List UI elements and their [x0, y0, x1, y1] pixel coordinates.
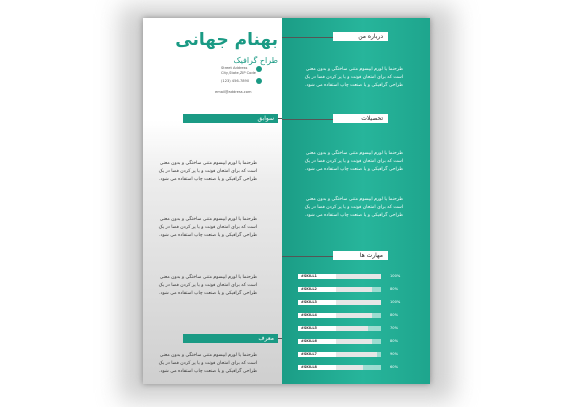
skill-percent: 90%: [390, 352, 398, 356]
skill-percent: 100%: [390, 300, 401, 304]
skill-bar-fill: [336, 365, 363, 370]
skill-label: #SKILL3: [298, 300, 336, 305]
skill-bar-fill: [336, 300, 381, 305]
address-line2: City,State,ZIP Code: [221, 71, 256, 75]
skill-label: #SKILL1: [298, 274, 336, 279]
skill-percent: 80%: [390, 287, 398, 291]
skill-percent: 60%: [390, 365, 398, 369]
skill-label: #SKILL5: [298, 326, 336, 331]
email-address: email@address.com: [215, 90, 252, 94]
skill-label: #SKILL2: [298, 287, 336, 292]
skill-bar-fill: [336, 326, 368, 331]
education-heading: تحصیلات: [333, 114, 388, 123]
skill-bar-track: [336, 300, 381, 305]
location-icon: [256, 66, 262, 72]
skill-bar-track: [336, 365, 381, 370]
resume-page: [143, 18, 430, 384]
person-name: بهنام جهانی: [175, 30, 278, 50]
experience-item-2: طرحنما یا لورم ایپسوم متنی ساختگی و بدون معنی است که برای امتحان فونت و یا پر کردن فضا در یک طراحی گرافیکی و یا صنعت چاپ استفاده می شود.: [158, 217, 257, 238]
skill-bar-track: [336, 326, 381, 331]
skill-bar-fill: [336, 287, 372, 292]
references-heading: معرف: [183, 334, 278, 343]
education-item-1: طرحنما یا لورم ایپسوم متنی ساختگی و بدون معنی است که برای امتحان فونت و یا پر کردن فضا در یک طراحی گرافیکی و یا صنعت چاپ استفاده می شود.: [304, 151, 403, 172]
skill-bar-track: [336, 287, 381, 292]
skill-bar-fill: [336, 339, 372, 344]
skill-percent: 80%: [390, 339, 398, 343]
left-column: [143, 18, 282, 384]
address-line1: Street Address: [221, 66, 248, 70]
skill-label: #SKILL6: [298, 339, 336, 344]
skill-bar-track: [336, 339, 381, 344]
skill-bar-track: [336, 352, 381, 357]
experience-heading: سوابق: [183, 114, 278, 123]
about-heading: درباره من: [333, 32, 388, 41]
skill-bar-track: [336, 313, 381, 318]
skill-bar-fill: [336, 352, 377, 357]
skill-percent: 100%: [390, 274, 401, 278]
skill-label: #SKILL4: [298, 313, 336, 318]
education-item-2: طرحنما یا لورم ایپسوم متنی ساختگی و بدون معنی است که برای امتحان فونت و یا پر کردن فضا در یک طراحی گرافیکی و یا صنعت چاپ استفاده می شود.: [304, 197, 403, 218]
phone-icon: [256, 78, 262, 84]
skill-label: #SKILL8: [298, 365, 336, 370]
skill-label: #SKILL7: [298, 352, 336, 357]
skill-bar-fill: [336, 274, 381, 279]
about-text: طرحنما یا لورم ایپسوم متنی ساختگی و بدون معنی است که برای امتحان فونت و یا پر کردن فضا در یک طراحی گرافیکی و یا صنعت چاپ استفاده می شود.: [304, 67, 403, 88]
reference-text: طرحنما یا لورم ایپسوم متنی ساختگی و بدون معنی است که برای امتحان فونت و یا پر کردن فضا در یک طراحی گرافیکی و یا صنعت چاپ استفاده می شود.: [158, 353, 257, 374]
job-title: طراح گرافیک: [233, 56, 278, 65]
experience-item-1: طرحنما یا لورم ایپسوم متنی ساختگی و بدون معنی است که برای امتحان فونت و یا پر کردن فضا در یک طراحی گرافیکی و یا صنعت چاپ استفاده می شود.: [158, 161, 257, 182]
skill-bar-track: [336, 274, 381, 279]
phone-number: (123) 456-7890: [221, 79, 250, 83]
skills-heading: مهارت ها: [333, 251, 388, 260]
skill-bar-fill: [336, 313, 372, 318]
skill-percent: 80%: [390, 313, 398, 317]
experience-item-3: طرحنما یا لورم ایپسوم متنی ساختگی و بدون معنی است که برای امتحان فونت و یا پر کردن فضا در یک طراحی گرافیکی و یا صنعت چاپ استفاده می شود.: [158, 275, 257, 296]
skill-percent: 70%: [390, 326, 398, 330]
